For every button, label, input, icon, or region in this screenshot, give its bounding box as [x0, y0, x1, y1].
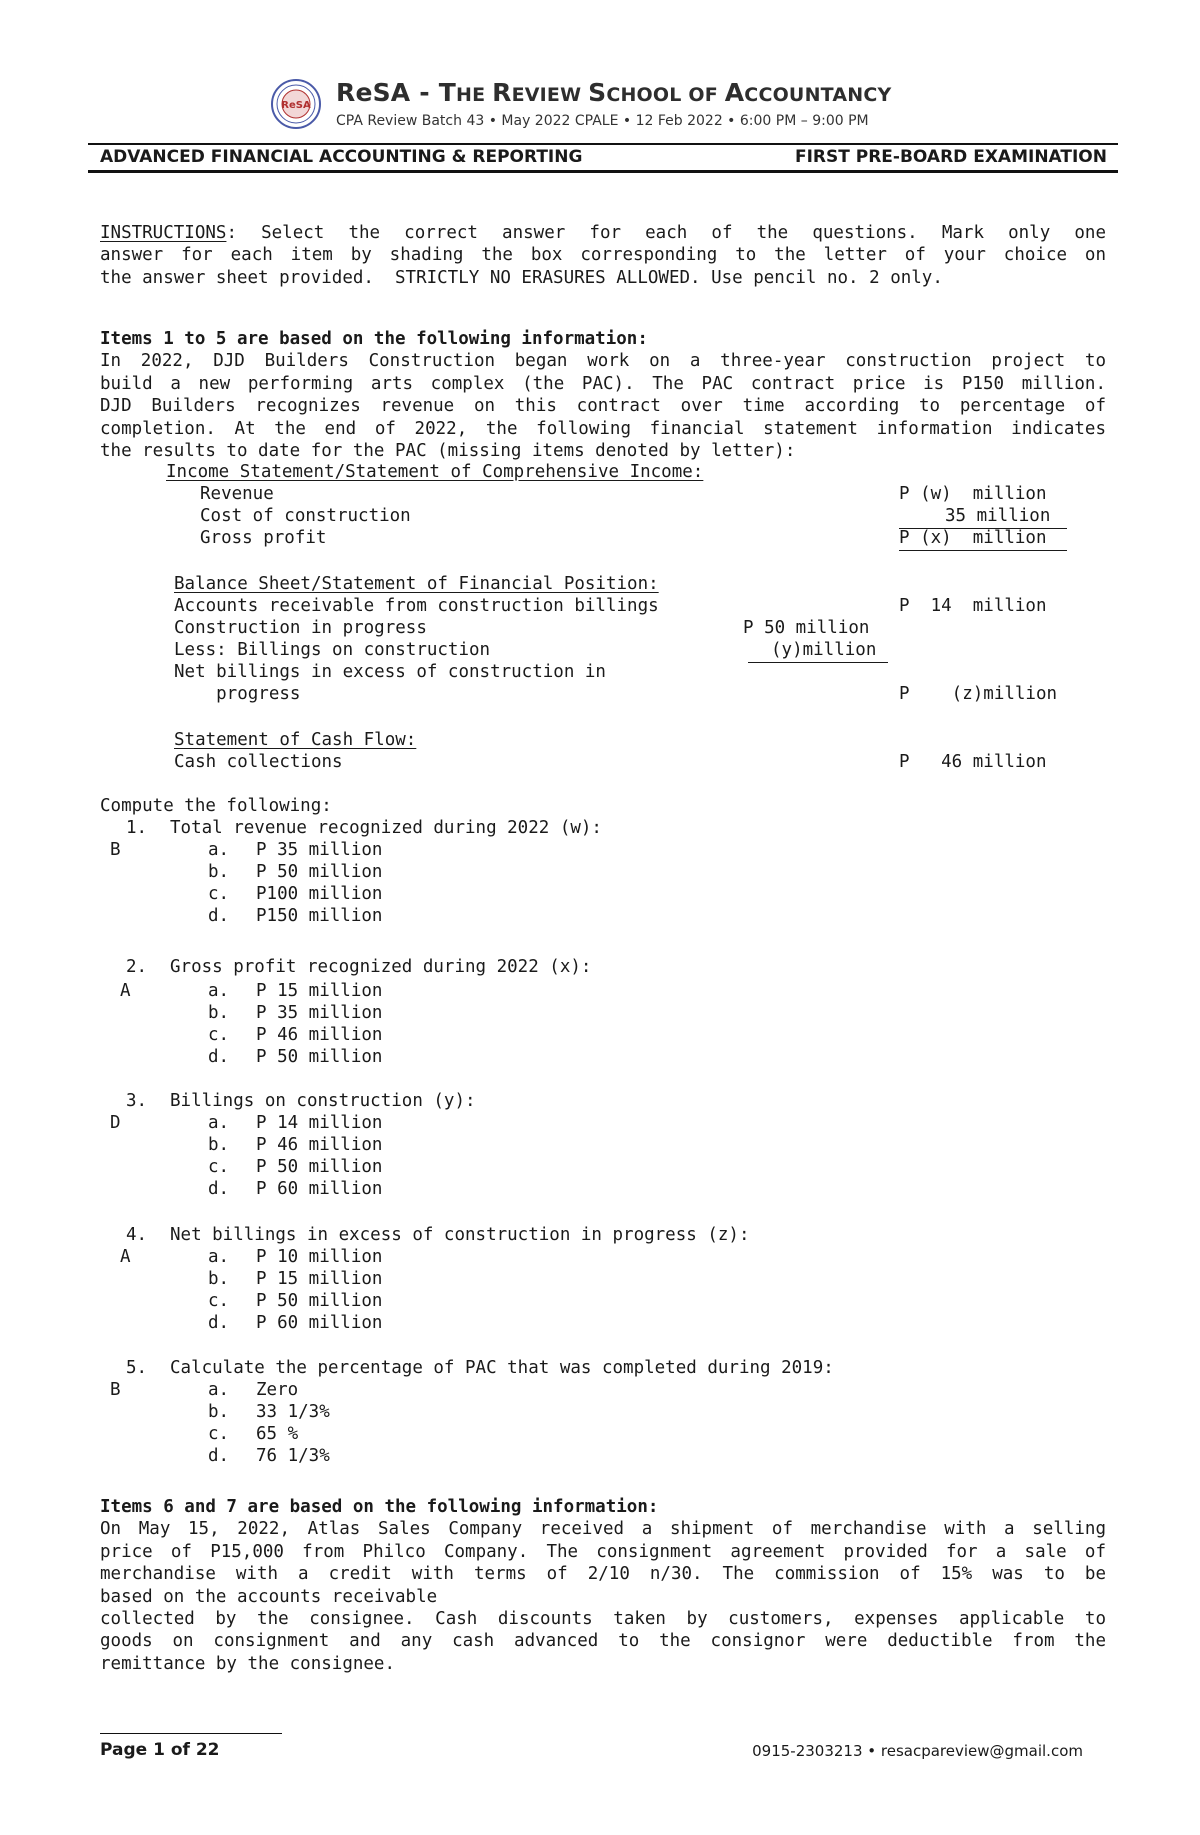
bs-row-label: Less: Billings on construction: [174, 640, 491, 660]
is-row-label: Gross profit: [200, 528, 327, 548]
answer-key: A: [120, 981, 131, 1001]
header-rule-bottom: [88, 170, 1118, 173]
case-line: On May 15, 2022, Atlas Sales Company received a shipment of merchandise with a selling: [100, 1519, 1106, 1540]
question-number: 3.: [126, 1091, 148, 1111]
option-letter: d.: [208, 906, 230, 926]
case-2-text: [100, 1496, 1106, 1675]
case-line: DJD Builders recognizes revenue on this contract over time according to percentage of: [100, 396, 1106, 417]
compute-label: Compute the following:: [100, 796, 332, 816]
option-text: P100 million: [256, 884, 383, 904]
option-text: P 50 million: [256, 1157, 383, 1177]
logo-text: ReSA: [281, 100, 311, 111]
is-row-label: Revenue: [200, 484, 274, 504]
case-line: price of P15,000 from Philco Company. The consignment agreement provided for a sale of: [100, 1541, 1106, 1562]
case-line: based on the accounts receivable: [100, 1586, 438, 1607]
option-text: P 60 million: [256, 1313, 383, 1333]
option-letter: c.: [208, 1025, 230, 1045]
case-line: the results to date for the PAC (missing items denoted by letter):: [100, 440, 796, 461]
subject-title: ADVANCED FINANCIAL ACCOUNTING & REPORTING: [100, 147, 583, 167]
is-row-value: P (w) million: [899, 484, 1047, 504]
option-letter: b.: [208, 862, 230, 882]
answer-key: A: [120, 1247, 131, 1267]
is-row-label: Cost of construction: [200, 506, 411, 526]
case-line: remittance by the consignee.: [100, 1653, 396, 1674]
school-name: ReSA - THE REVIEW SCHOOL OF ACCOUNTANCY: [336, 78, 892, 107]
option-letter: b.: [208, 1269, 230, 1289]
option-text: 65 %: [256, 1424, 299, 1444]
option-letter: d.: [208, 1047, 230, 1067]
question-text: Billings on construction (y):: [170, 1091, 476, 1111]
option-letter: c.: [208, 884, 230, 904]
is-row-value: 35 million: [945, 506, 1051, 526]
bs-row-label: progress: [174, 684, 301, 704]
subtotal-rule: [748, 662, 888, 663]
option-text: P 60 million: [256, 1179, 383, 1199]
option-text: 33 1/3%: [256, 1402, 330, 1422]
total-rule: [899, 550, 1067, 551]
bs-row-mid: P 50 million: [743, 618, 870, 638]
option-text: P 15 million: [256, 1269, 383, 1289]
question-number: 2.: [126, 957, 148, 977]
bs-row-label: Accounts receivable from construction billings: [174, 596, 659, 616]
question-text: Gross profit recognized during 2022 (x):: [170, 957, 592, 977]
option-letter: d.: [208, 1179, 230, 1199]
option-letter: a.: [208, 1380, 230, 1400]
question-text: Calculate the percentage of PAC that was completed during 2019:: [170, 1358, 834, 1378]
option-letter: d.: [208, 1446, 230, 1466]
instructions-line: INSTRUCTIONS: Select the correct answer for each of the questions. Mark only one: [100, 223, 1106, 243]
instructions-line: the answer sheet provided. STRICTLY NO ERASURES ALLOWED. Use pencil no. 2 only.: [100, 267, 943, 288]
option-text: P 35 million: [256, 840, 383, 860]
income-statement-title: Income Statement/Statement of Comprehensive Income:: [166, 462, 704, 482]
option-text: P 50 million: [256, 862, 383, 882]
option-text: P 46 million: [256, 1025, 383, 1045]
page-number: Page 1 of 22: [100, 1740, 220, 1760]
option-letter: a.: [208, 1247, 230, 1267]
option-text: P 15 million: [256, 981, 383, 1001]
bs-row-value: P (z)million: [899, 684, 1058, 704]
case-heading: Items 1 to 5 are based on the following information:: [100, 329, 648, 349]
batch-line: CPA Review Batch 43 • May 2022 CPALE • 12 Feb 2022 • 6:00 PM – 9:00 PM: [336, 113, 869, 129]
option-letter: b.: [208, 1003, 230, 1023]
question-number: 4.: [126, 1225, 148, 1245]
option-letter: a.: [208, 981, 230, 1001]
option-letter: b.: [208, 1402, 230, 1422]
question-number: 1.: [126, 818, 148, 838]
answer-key: B: [110, 840, 121, 860]
case-line: build a new performing arts complex (the PAC). The PAC contract price is P150 million.: [100, 373, 1106, 394]
bs-row-value: P 14 million: [899, 596, 1047, 616]
question-number: 5.: [126, 1358, 148, 1378]
is-row-value: P (x) million: [899, 528, 1047, 548]
option-text: P150 million: [256, 906, 383, 926]
footer-rule: [100, 1733, 282, 1734]
question-text: Total revenue recognized during 2022 (w):: [170, 818, 602, 838]
answer-key: D: [110, 1113, 121, 1133]
case-line: merchandise with a credit with terms of 2/10 n/30. The commission of 15% was to be: [100, 1564, 1106, 1585]
instructions-line: answer for each item by shading the box corresponding to the letter of your choice on: [100, 245, 1106, 266]
option-text: Zero: [256, 1380, 299, 1400]
cash-flow-title: Statement of Cash Flow:: [174, 730, 417, 750]
cf-row-label: Cash collections: [174, 752, 343, 772]
school-logo: [270, 78, 322, 130]
option-letter: a.: [208, 1113, 230, 1133]
answer-key: B: [110, 1380, 121, 1400]
option-letter: d.: [208, 1313, 230, 1333]
option-text: P 10 million: [256, 1247, 383, 1267]
instructions-label: INSTRUCTIONS: [100, 223, 227, 243]
option-text: 76 1/3%: [256, 1446, 330, 1466]
option-text: P 14 million: [256, 1113, 383, 1133]
balance-sheet-title: Balance Sheet/Statement of Financial Position:: [174, 574, 659, 594]
option-letter: c.: [208, 1157, 230, 1177]
contact-info: 0915-2303213 • resacpareview@gmail.com: [752, 1742, 1083, 1760]
option-letter: b.: [208, 1135, 230, 1155]
option-letter: c.: [208, 1424, 230, 1444]
bs-row-label: Construction in progress: [174, 618, 427, 638]
option-text: P 46 million: [256, 1135, 383, 1155]
case-line: goods on consignment and any cash advanced to the consignor were deductible from the: [100, 1631, 1106, 1652]
cf-row-value: P 46 million: [899, 752, 1047, 772]
question-text: Net billings in excess of construction in progress (z):: [170, 1225, 750, 1245]
case-line: collected by the consignee. Cash discounts taken by customers, expenses applicable to: [100, 1608, 1106, 1629]
case-heading: Items 6 and 7 are based on the following information:: [100, 1497, 659, 1517]
bs-row-mid: (y)million: [771, 640, 877, 660]
option-text: P 35 million: [256, 1003, 383, 1023]
bs-row-label: Net billings in excess of construction in: [174, 662, 606, 682]
option-letter: a.: [208, 840, 230, 860]
header-rule: [88, 143, 1118, 145]
option-text: P 50 million: [256, 1047, 383, 1067]
case-line: completion. At the end of 2022, the following financial statement information indicates: [100, 418, 1106, 439]
option-letter: c.: [208, 1291, 230, 1311]
option-text: P 50 million: [256, 1291, 383, 1311]
case-1-text: [100, 328, 1106, 462]
instructions: [100, 222, 1106, 289]
case-line: In 2022, DJD Builders Construction began work on a three-year construction project to: [100, 351, 1106, 372]
exam-title: FIRST PRE-BOARD EXAMINATION: [794, 147, 1107, 167]
